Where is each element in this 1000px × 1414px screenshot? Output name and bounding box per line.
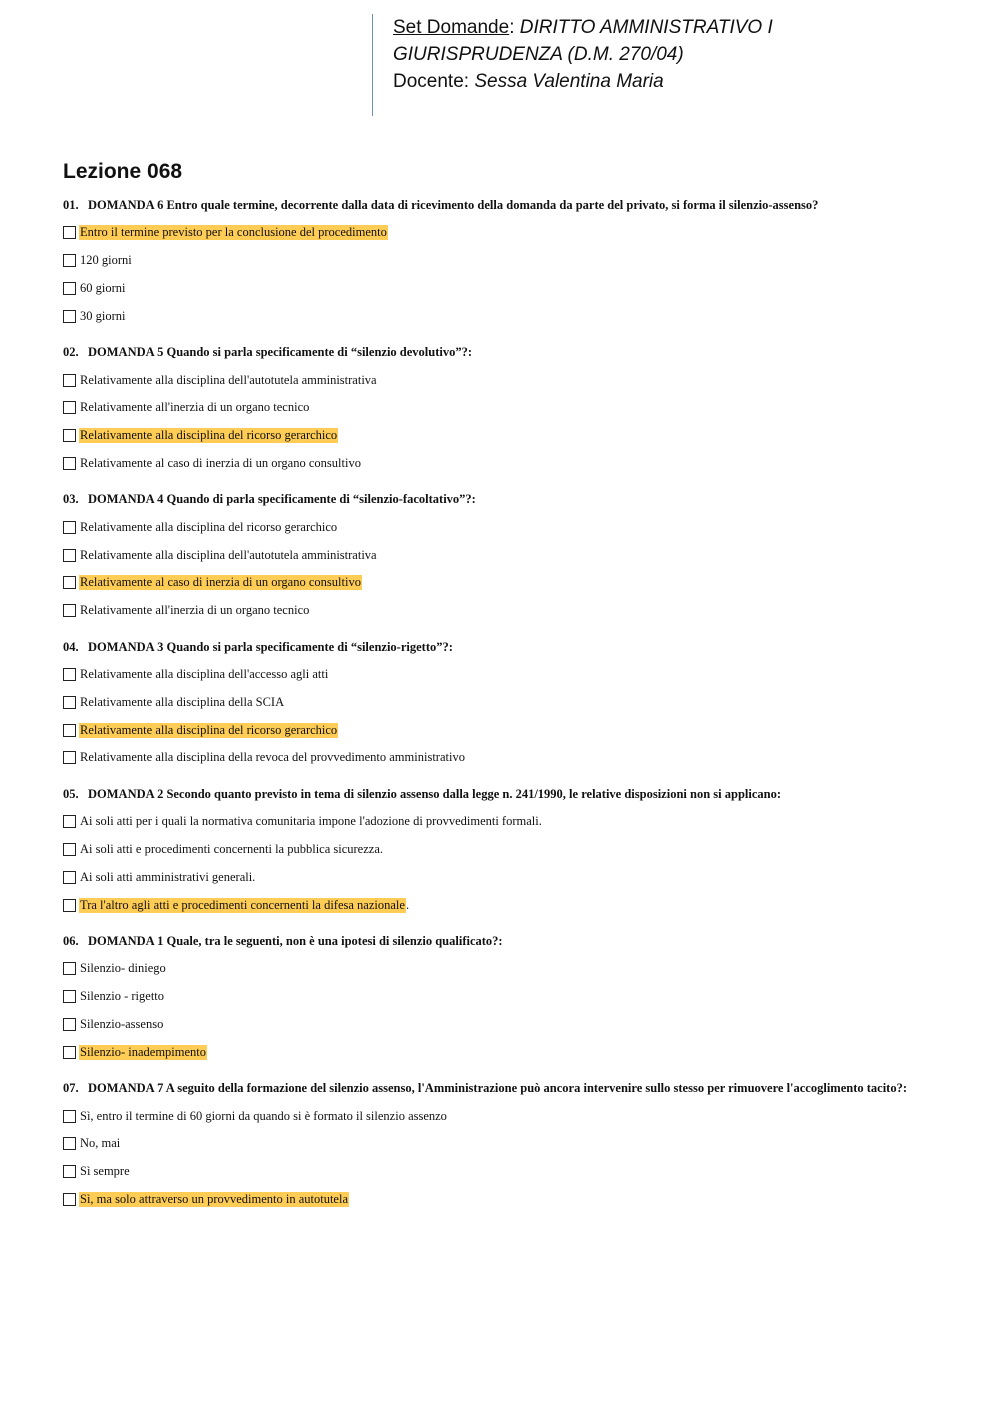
answer-checkbox[interactable]	[63, 668, 76, 681]
question-number: 07.	[63, 1081, 79, 1096]
answer-label: Relativamente alla disciplina dell'accesso agli atti	[80, 666, 329, 681]
answer-label-highlighted: Sì, ma solo attraverso un provvedimento in autotutela	[80, 1191, 348, 1206]
question-text	[63, 1080, 963, 1096]
question-number: 03.	[63, 492, 79, 507]
question-text	[63, 197, 963, 213]
answer-label: Relativamente al caso di inerzia di un organo consultivo	[80, 455, 361, 470]
answer-option[interactable]	[63, 716, 963, 744]
answer-checkbox[interactable]	[63, 1193, 76, 1206]
answer-checkbox[interactable]	[63, 1110, 76, 1123]
answer-checkbox[interactable]	[63, 604, 76, 617]
answer-checkbox[interactable]	[63, 226, 76, 239]
question-body: DOMANDA 3 Quando si parla specificamente di “silenzio-rigetto”?:	[88, 639, 453, 654]
answer-label: 60 giorni	[80, 280, 126, 295]
question-body: DOMANDA 7 A seguito della formazione del silenzio assenso, l'Amministrazione può ancora intervenire sullo stesso per rimuovere l'accoglimento tacito?:	[88, 1081, 908, 1096]
question-5	[63, 786, 963, 919]
question-3	[63, 491, 963, 624]
answer-option[interactable]	[63, 1158, 963, 1186]
answer-label-suffix: .	[405, 897, 410, 912]
question-text	[63, 639, 963, 655]
question-1	[63, 197, 963, 330]
question-2	[63, 344, 963, 477]
answer-checkbox[interactable]	[63, 899, 76, 912]
answer-label: Ai soli atti per i quali la normativa comunitaria impone l'adozione di provvedimenti formali.	[80, 814, 542, 829]
answer-option[interactable]	[63, 1130, 963, 1158]
question-text	[63, 933, 963, 949]
answer-option[interactable]	[63, 394, 963, 422]
answer-option[interactable]	[63, 808, 963, 836]
question-number: 01.	[63, 198, 79, 212]
answer-option[interactable]	[63, 983, 963, 1011]
teacher-line	[393, 68, 932, 95]
lesson-title: Lezione 068	[63, 160, 183, 183]
answer-option[interactable]	[63, 1011, 963, 1039]
answer-label: Sì, entro il termine di 60 giorni da quando si è formato il silenzio assenzo	[80, 1108, 447, 1123]
answer-checkbox[interactable]	[63, 1137, 76, 1150]
answer-option[interactable]	[63, 1038, 963, 1066]
answer-option[interactable]	[63, 366, 963, 394]
answer-option[interactable]	[63, 513, 963, 541]
answer-option[interactable]	[63, 836, 963, 864]
question-body: DOMANDA 4 Quando di parla specificamente di “silenzio-facoltativo”?:	[88, 492, 476, 507]
question-number: 02.	[63, 345, 79, 360]
answer-option[interactable]	[63, 1186, 963, 1214]
answer-option[interactable]	[63, 302, 963, 330]
question-body: DOMANDA 5 Quando si parla specificamente di “silenzio devolutivo”?:	[88, 345, 473, 360]
question-text	[63, 491, 963, 507]
answer-checkbox[interactable]	[63, 429, 76, 442]
document-header	[372, 14, 932, 116]
answer-label-highlighted: Relativamente alla disciplina del ricorso gerarchico	[80, 428, 338, 443]
answer-checkbox[interactable]	[63, 374, 76, 387]
set-title-line-1	[393, 14, 932, 41]
answer-option[interactable]	[63, 891, 963, 919]
answer-label: Silenzio - rigetto	[80, 989, 165, 1004]
question-text	[63, 786, 963, 802]
answer-checkbox[interactable]	[63, 1165, 76, 1178]
answer-option[interactable]	[63, 422, 963, 450]
question-6	[63, 933, 963, 1066]
answer-checkbox[interactable]	[63, 282, 76, 295]
answer-label: Relativamente alla disciplina dell'autotutela amministrativa	[80, 547, 377, 562]
answer-checkbox[interactable]	[63, 521, 76, 534]
answer-checkbox[interactable]	[63, 724, 76, 737]
answer-label: Silenzio-assenso	[80, 1016, 164, 1031]
answer-option[interactable]	[63, 219, 963, 247]
set-title-line-2: GIURISPRUDENZA (D.M. 270/04)	[393, 44, 684, 65]
question-number: 06.	[63, 933, 79, 948]
answer-checkbox[interactable]	[63, 990, 76, 1003]
question-7	[63, 1080, 963, 1213]
teacher-name: Sessa Valentina Maria	[474, 71, 664, 92]
answer-checkbox[interactable]	[63, 1046, 76, 1059]
answer-option[interactable]	[63, 661, 963, 689]
question-body: DOMANDA 1 Quale, tra le seguenti, non è una ipotesi di silenzio qualificato?:	[88, 933, 503, 948]
answer-label: Relativamente all'inerzia di un organo tecnico	[80, 400, 310, 415]
answer-label: Silenzio- diniego	[80, 961, 166, 976]
answer-label-highlighted: Relativamente al caso di inerzia di un organo consultivo	[80, 575, 361, 590]
question-number: 05.	[63, 786, 79, 801]
answer-checkbox[interactable]	[63, 962, 76, 975]
answer-label-highlighted: Silenzio- inadempimento	[80, 1044, 207, 1059]
answer-checkbox[interactable]	[63, 549, 76, 562]
answer-checkbox[interactable]	[63, 457, 76, 470]
question-4	[63, 639, 963, 772]
question-body: DOMANDA 6 Entro quale termine, decorrente dalla data di ricevimento della domanda da parte del privato, si forma il silenzio-assenso?	[88, 198, 819, 212]
answer-label: Ai soli atti amministrativi generali.	[80, 869, 256, 884]
answer-option[interactable]	[63, 450, 963, 478]
answer-option[interactable]	[63, 744, 963, 772]
set-label-colon: :	[509, 17, 520, 38]
answer-checkbox[interactable]	[63, 843, 76, 856]
answer-checkbox[interactable]	[63, 696, 76, 709]
question-body: DOMANDA 2 Secondo quanto previsto in tema di silenzio assenso dalla legge n. 241/1990, le relative disposizioni non si applicano:	[88, 786, 781, 801]
answer-checkbox[interactable]	[63, 871, 76, 884]
answer-option[interactable]	[63, 1102, 963, 1130]
answer-label-highlighted: Tra l'altro agli atti e procedimenti concernenti la difesa nazionale	[80, 897, 405, 912]
answer-checkbox[interactable]	[63, 815, 76, 828]
question-list	[63, 197, 963, 1227]
answer-label: Sì sempre	[80, 1164, 130, 1179]
answer-option[interactable]	[63, 955, 963, 983]
question-text	[63, 344, 963, 360]
answer-option[interactable]	[63, 688, 963, 716]
answer-checkbox[interactable]	[63, 401, 76, 414]
answer-label: No, mai	[80, 1136, 121, 1151]
answer-option[interactable]	[63, 247, 963, 275]
answer-label: Relativamente alla disciplina del ricorso gerarchico	[80, 519, 338, 534]
answer-checkbox[interactable]	[63, 576, 76, 589]
answer-option[interactable]	[63, 597, 963, 625]
teacher-label: Docente:	[393, 71, 475, 92]
answer-label-highlighted: Relativamente alla disciplina del ricorso gerarchico	[80, 722, 338, 737]
answer-label-highlighted: Entro il termine previsto per la conclusione del procedimento	[80, 225, 387, 240]
answer-label: Relativamente alla disciplina dell'autotutela amministrativa	[80, 372, 377, 387]
question-number: 04.	[63, 639, 79, 654]
answer-label: Relativamente all'inerzia di un organo tecnico	[80, 603, 310, 618]
answer-checkbox[interactable]	[63, 751, 76, 764]
answer-label: 30 giorni	[80, 308, 126, 323]
answer-option[interactable]	[63, 541, 963, 569]
answer-checkbox[interactable]	[63, 310, 76, 323]
answer-option[interactable]	[63, 569, 963, 597]
answer-option[interactable]	[63, 863, 963, 891]
answer-checkbox[interactable]	[63, 254, 76, 267]
answer-option[interactable]	[63, 275, 963, 303]
answer-label: 120 giorni	[80, 253, 132, 268]
answer-checkbox[interactable]	[63, 1018, 76, 1031]
answer-label: Ai soli atti e procedimenti concernenti la pubblica sicurezza.	[80, 841, 384, 856]
set-title: DIRITTO AMMINISTRATIVO I	[519, 17, 773, 38]
set-label: Set Domande	[393, 17, 510, 38]
answer-label: Relativamente alla disciplina della revoca del provvedimento amministrativo	[80, 750, 465, 765]
answer-label: Relativamente alla disciplina della SCIA	[80, 694, 285, 709]
